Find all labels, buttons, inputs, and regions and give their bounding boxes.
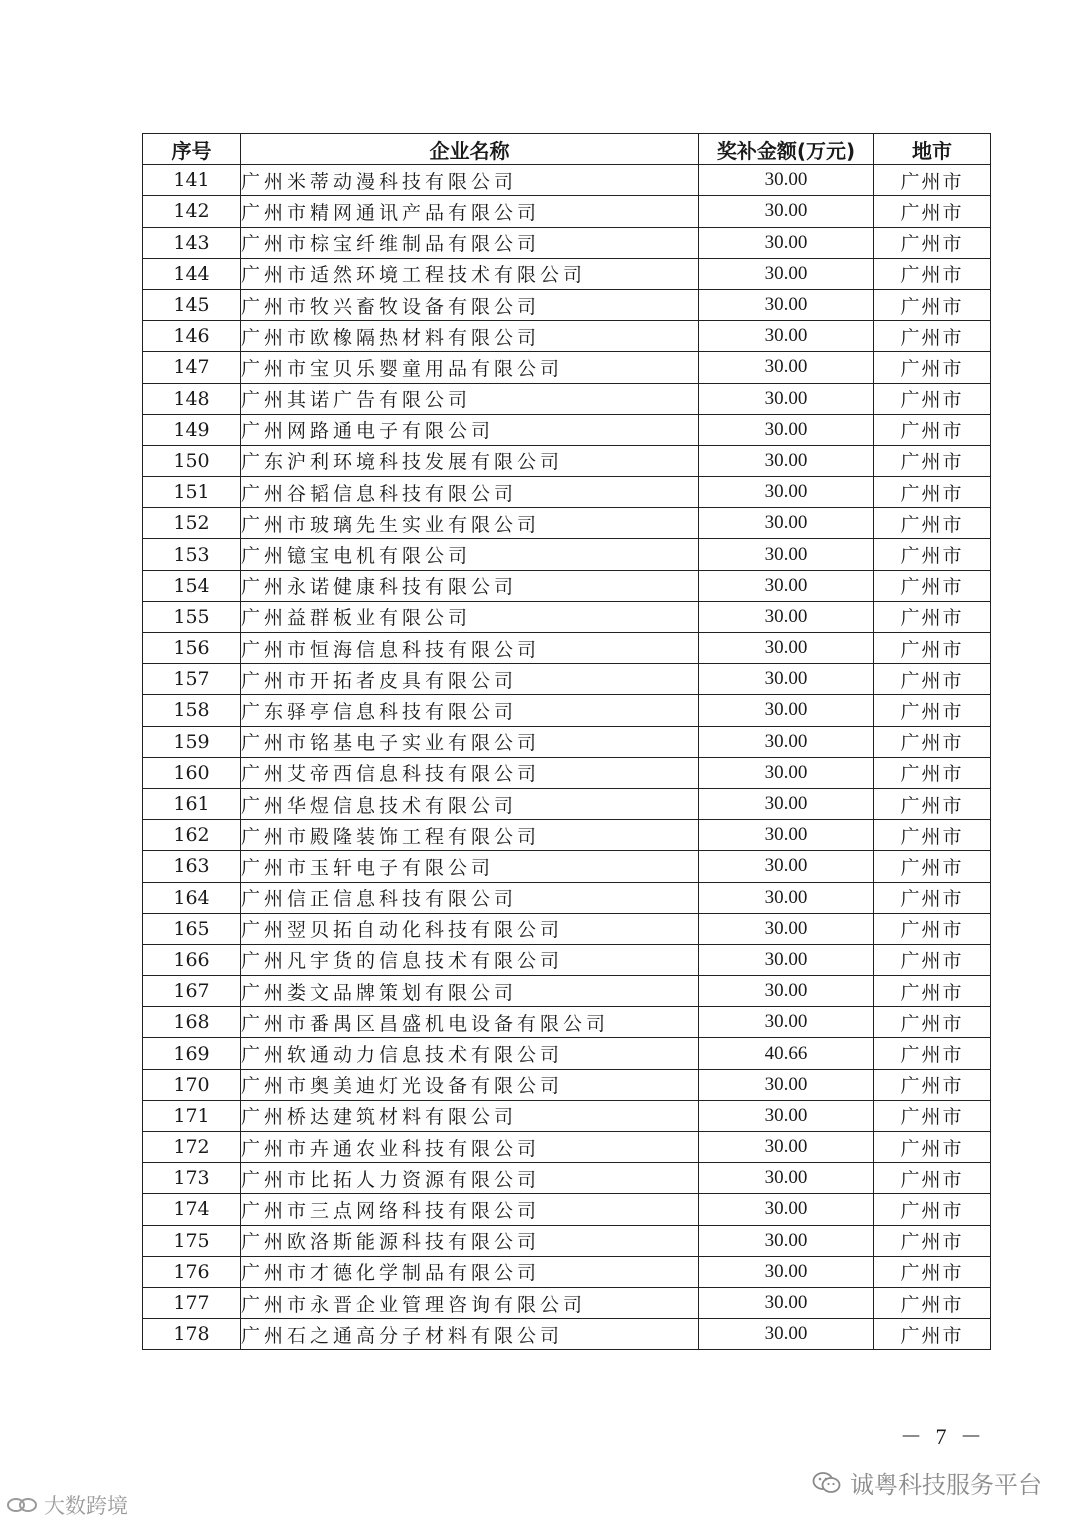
city: 广州市 — [874, 1225, 991, 1256]
subsidy-amount: 30.00 — [699, 882, 874, 913]
subsidy-amount: 30.00 — [699, 633, 874, 664]
city: 广州市 — [874, 1038, 991, 1069]
company-name: 广州市棕宝纤维制品有限公司 — [241, 227, 699, 258]
subsidy-amount: 30.00 — [699, 1069, 874, 1100]
subsidy-amount: 30.00 — [699, 944, 874, 975]
city: 广州市 — [874, 664, 991, 695]
table-row — [143, 289, 991, 320]
city: 广州市 — [874, 1100, 991, 1131]
header-city: 地市 — [874, 134, 991, 165]
row-index: 141 — [143, 165, 241, 196]
city: 广州市 — [874, 165, 991, 196]
row-index: 170 — [143, 1069, 241, 1100]
city: 广州市 — [874, 196, 991, 227]
city: 广州市 — [874, 1319, 991, 1350]
company-name: 广州市玻璃先生实业有限公司 — [241, 508, 699, 539]
company-name: 广州华煜信息技术有限公司 — [241, 788, 699, 819]
subsidy-amount: 30.00 — [699, 570, 874, 601]
company-name: 广州石之通高分子材料有限公司 — [241, 1319, 699, 1350]
subsidy-amount: 30.00 — [699, 445, 874, 476]
table-row — [143, 508, 991, 539]
table-row — [143, 1132, 991, 1163]
row-index: 166 — [143, 944, 241, 975]
subsidy-amount: 30.00 — [699, 165, 874, 196]
table-row — [143, 976, 991, 1007]
city: 广州市 — [874, 383, 991, 414]
city: 广州市 — [874, 1132, 991, 1163]
company-name: 广州凡宇货的信息技术有限公司 — [241, 944, 699, 975]
subsidy-amount: 30.00 — [699, 1007, 874, 1038]
company-name: 广州桥达建筑材料有限公司 — [241, 1100, 699, 1131]
company-name: 广州市永晋企业管理咨询有限公司 — [241, 1287, 699, 1318]
city: 广州市 — [874, 913, 991, 944]
row-index: 153 — [143, 539, 241, 570]
subsidy-amount: 30.00 — [699, 976, 874, 1007]
city: 广州市 — [874, 976, 991, 1007]
subsidy-amount: 30.00 — [699, 757, 874, 788]
subsidy-amount: 30.00 — [699, 477, 874, 508]
wechat-icon — [812, 1471, 842, 1495]
table-row — [143, 383, 991, 414]
city: 广州市 — [874, 289, 991, 320]
row-index: 168 — [143, 1007, 241, 1038]
city: 广州市 — [874, 633, 991, 664]
city: 广州市 — [874, 477, 991, 508]
company-name: 广州永诺健康科技有限公司 — [241, 570, 699, 601]
table-row — [143, 1287, 991, 1318]
subsidy-amount: 30.00 — [699, 726, 874, 757]
city: 广州市 — [874, 820, 991, 851]
table-row — [143, 1069, 991, 1100]
city: 广州市 — [874, 1194, 991, 1225]
city: 广州市 — [874, 1163, 991, 1194]
city: 广州市 — [874, 726, 991, 757]
table-row — [143, 1007, 991, 1038]
city: 广州市 — [874, 258, 991, 289]
subsidy-amount: 30.00 — [699, 1100, 874, 1131]
row-index: 173 — [143, 1163, 241, 1194]
table-row — [143, 695, 991, 726]
watermark-left — [6, 1490, 128, 1520]
table-row — [143, 352, 991, 383]
company-name: 广州娄文品牌策划有限公司 — [241, 976, 699, 1007]
company-name: 广州市适然环境工程技术有限公司 — [241, 258, 699, 289]
table-row — [143, 196, 991, 227]
subsidy-amount: 30.00 — [699, 508, 874, 539]
city: 广州市 — [874, 757, 991, 788]
row-index: 147 — [143, 352, 241, 383]
table-row — [143, 1038, 991, 1069]
company-name: 广州市牧兴畜牧设备有限公司 — [241, 289, 699, 320]
subsidy-amount: 30.00 — [699, 1194, 874, 1225]
subsidy-amount: 30.00 — [699, 227, 874, 258]
company-name: 广东驿亭信息科技有限公司 — [241, 695, 699, 726]
city: 广州市 — [874, 788, 991, 819]
company-name: 广州市番禺区昌盛机电设备有限公司 — [241, 1007, 699, 1038]
table-row — [143, 944, 991, 975]
row-index: 161 — [143, 788, 241, 819]
header-index: 序号 — [143, 134, 241, 165]
row-index: 157 — [143, 664, 241, 695]
table-row — [143, 1163, 991, 1194]
subsidy-amount: 30.00 — [699, 383, 874, 414]
subsidy-amount: 30.00 — [699, 788, 874, 819]
city: 广州市 — [874, 414, 991, 445]
row-index: 149 — [143, 414, 241, 445]
city: 广州市 — [874, 539, 991, 570]
row-index: 151 — [143, 477, 241, 508]
table-row — [143, 1100, 991, 1131]
city: 广州市 — [874, 352, 991, 383]
city: 广州市 — [874, 601, 991, 632]
subsidy-amount: 30.00 — [699, 321, 874, 352]
company-name: 广州市宝贝乐婴童用品有限公司 — [241, 352, 699, 383]
company-name: 广州市殿隆装饰工程有限公司 — [241, 820, 699, 851]
table-row — [143, 258, 991, 289]
subsidy-amount: 30.00 — [699, 258, 874, 289]
table-row — [143, 913, 991, 944]
row-index: 144 — [143, 258, 241, 289]
city: 广州市 — [874, 882, 991, 913]
table-row — [143, 477, 991, 508]
company-name: 广州信正信息科技有限公司 — [241, 882, 699, 913]
subsidy-amount: 30.00 — [699, 601, 874, 632]
city: 广州市 — [874, 445, 991, 476]
table-row — [143, 788, 991, 819]
subsidy-amount: 30.00 — [699, 289, 874, 320]
company-name: 广州市奥美迪灯光设备有限公司 — [241, 1069, 699, 1100]
table-row — [143, 882, 991, 913]
company-name: 广州市玉轩电子有限公司 — [241, 851, 699, 882]
row-index: 176 — [143, 1256, 241, 1287]
row-index: 143 — [143, 227, 241, 258]
subsidy-amount: 30.00 — [699, 913, 874, 944]
subsidy-amount: 30.00 — [699, 695, 874, 726]
subsidy-amount: 30.00 — [699, 352, 874, 383]
table-body — [143, 165, 991, 1350]
company-name: 广州市开拓者皮具有限公司 — [241, 664, 699, 695]
table-row — [143, 165, 991, 196]
subsidy-amount: 30.00 — [699, 1319, 874, 1350]
company-name: 广东沪利环境科技发展有限公司 — [241, 445, 699, 476]
company-name: 广州市恒海信息科技有限公司 — [241, 633, 699, 664]
subsidy-amount: 30.00 — [699, 414, 874, 445]
company-name: 广州软通动力信息技术有限公司 — [241, 1038, 699, 1069]
city: 广州市 — [874, 695, 991, 726]
watermark-right — [812, 1465, 1042, 1500]
table-row — [143, 726, 991, 757]
table-row — [143, 321, 991, 352]
row-index: 172 — [143, 1132, 241, 1163]
subsidy-amount: 30.00 — [699, 196, 874, 227]
company-name: 广州市三点网络科技有限公司 — [241, 1194, 699, 1225]
table-row — [143, 445, 991, 476]
company-name: 广州米蒂动漫科技有限公司 — [241, 165, 699, 196]
table-row — [143, 1225, 991, 1256]
row-index: 145 — [143, 289, 241, 320]
subsidy-amount: 30.00 — [699, 1287, 874, 1318]
table-row — [143, 1256, 991, 1287]
city: 广州市 — [874, 1007, 991, 1038]
table-row — [143, 414, 991, 445]
subsidy-amount: 30.00 — [699, 1163, 874, 1194]
row-index: 175 — [143, 1225, 241, 1256]
company-name: 广州市才德化学制品有限公司 — [241, 1256, 699, 1287]
company-name: 广州益群板业有限公司 — [241, 601, 699, 632]
table-row — [143, 664, 991, 695]
row-index: 150 — [143, 445, 241, 476]
table-header-row — [143, 134, 991, 165]
company-name: 广州市比拓人力资源有限公司 — [241, 1163, 699, 1194]
row-index: 158 — [143, 695, 241, 726]
subsidy-amount: 30.00 — [699, 1225, 874, 1256]
page-number: － 7 － — [900, 1424, 987, 1449]
company-name: 广州镱宝电机有限公司 — [241, 539, 699, 570]
table-row — [143, 851, 991, 882]
table-row — [143, 539, 991, 570]
city: 广州市 — [874, 944, 991, 975]
company-name: 广州市精网通讯产品有限公司 — [241, 196, 699, 227]
city: 广州市 — [874, 570, 991, 601]
watermark-right-text: 诚粤科技服务平台 — [850, 1471, 1042, 1499]
company-name: 广州欧洛斯能源科技有限公司 — [241, 1225, 699, 1256]
subsidy-table — [142, 133, 991, 1350]
row-index: 174 — [143, 1194, 241, 1225]
table-row — [143, 757, 991, 788]
table-row — [143, 820, 991, 851]
table-row — [143, 601, 991, 632]
company-name: 广州谷韬信息科技有限公司 — [241, 477, 699, 508]
row-index: 171 — [143, 1100, 241, 1131]
row-index: 154 — [143, 570, 241, 601]
company-name: 广州市卉通农业科技有限公司 — [241, 1132, 699, 1163]
city: 广州市 — [874, 851, 991, 882]
city: 广州市 — [874, 321, 991, 352]
city: 广州市 — [874, 227, 991, 258]
company-name: 广州艾帝西信息科技有限公司 — [241, 757, 699, 788]
row-index: 159 — [143, 726, 241, 757]
company-name: 广州市铭基电子实业有限公司 — [241, 726, 699, 757]
city: 广州市 — [874, 1069, 991, 1100]
table-row — [143, 1319, 991, 1350]
city: 广州市 — [874, 1256, 991, 1287]
row-index: 178 — [143, 1319, 241, 1350]
row-index: 156 — [143, 633, 241, 664]
company-name: 广州翌贝拓自动化科技有限公司 — [241, 913, 699, 944]
company-name: 广州其诺广告有限公司 — [241, 383, 699, 414]
row-index: 167 — [143, 976, 241, 1007]
table-row — [143, 227, 991, 258]
row-index: 152 — [143, 508, 241, 539]
row-index: 165 — [143, 913, 241, 944]
subsidy-amount: 30.00 — [699, 664, 874, 695]
table-row — [143, 1194, 991, 1225]
city: 广州市 — [874, 1287, 991, 1318]
subsidy-amount: 40.66 — [699, 1038, 874, 1069]
subsidy-amount: 30.00 — [699, 820, 874, 851]
subsidy-amount: 30.00 — [699, 1256, 874, 1287]
row-index: 169 — [143, 1038, 241, 1069]
table-row — [143, 633, 991, 664]
row-index: 160 — [143, 757, 241, 788]
row-index: 155 — [143, 601, 241, 632]
row-index: 146 — [143, 321, 241, 352]
row-index: 164 — [143, 882, 241, 913]
row-index: 177 — [143, 1287, 241, 1318]
row-index: 163 — [143, 851, 241, 882]
company-name: 广州市欧橡隔热材料有限公司 — [241, 321, 699, 352]
city: 广州市 — [874, 508, 991, 539]
row-index: 162 — [143, 820, 241, 851]
chain-link-icon — [6, 1494, 38, 1516]
subsidy-amount: 30.00 — [699, 539, 874, 570]
header-amount: 奖补金额(万元) — [699, 134, 874, 165]
watermark-left-text: 大数跨境 — [44, 1494, 128, 1518]
row-index: 148 — [143, 383, 241, 414]
table-row — [143, 570, 991, 601]
row-index: 142 — [143, 196, 241, 227]
subsidy-amount: 30.00 — [699, 851, 874, 882]
header-company-name: 企业名称 — [241, 134, 699, 165]
subsidy-amount: 30.00 — [699, 1132, 874, 1163]
company-name: 广州网路通电子有限公司 — [241, 414, 699, 445]
